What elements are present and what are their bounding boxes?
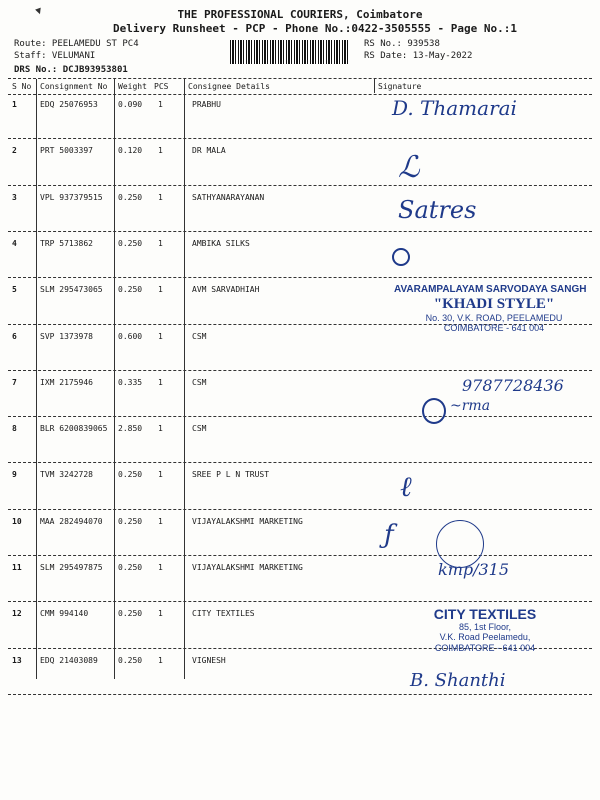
rs-date: RS Date: 13-May-2022 bbox=[364, 51, 473, 61]
signature-10: ƒ bbox=[384, 520, 394, 550]
row-pcs: 1 bbox=[158, 424, 163, 434]
signature-9: ℓ bbox=[400, 470, 412, 503]
row-consignee: CSM bbox=[192, 377, 207, 387]
row-pcs: 1 bbox=[158, 285, 163, 295]
row-pcs: 1 bbox=[158, 516, 163, 526]
row-consignee: AMBIKA SILKS bbox=[192, 238, 250, 248]
row-consignment: EDQ 25076953 bbox=[40, 100, 98, 109]
row-rule bbox=[8, 138, 592, 139]
row-rule bbox=[8, 416, 592, 417]
row-sno: 7 bbox=[12, 377, 17, 387]
row-rule bbox=[8, 462, 592, 463]
row-consignee: AVM SARVADHIAH bbox=[192, 285, 260, 295]
row-sno: 12 bbox=[12, 609, 22, 619]
row-consignee: CITY TEXTILES bbox=[192, 609, 255, 619]
col-weight: Weight bbox=[118, 82, 147, 91]
row-sno: 3 bbox=[12, 192, 17, 202]
row-weight: 0.250 bbox=[118, 563, 143, 572]
row-rule bbox=[8, 185, 592, 186]
row-pcs: 1 bbox=[158, 609, 163, 619]
col-pcs: PCS bbox=[154, 82, 169, 91]
signature-13: B. Shanthi bbox=[410, 670, 506, 691]
row-weight: 0.250 bbox=[118, 192, 143, 202]
row-pcs: 1 bbox=[158, 100, 163, 109]
col-signature: Signature bbox=[378, 82, 422, 91]
row-pcs: 1 bbox=[158, 146, 163, 156]
signature-7: ~rma bbox=[450, 398, 491, 414]
row-consignment: VPL 937379515 bbox=[40, 192, 103, 202]
row-consignee: VIJAYALAKSHMI MARKETING bbox=[192, 563, 303, 572]
row-sno: 11 bbox=[12, 563, 22, 572]
row-consignee: DR MALA bbox=[192, 146, 226, 156]
row-sno: 4 bbox=[12, 238, 17, 248]
route-text: Route: PEELAMEDU ST PC4 bbox=[14, 39, 139, 49]
row-consignment: SLM 295497875 bbox=[40, 563, 103, 572]
row-rule bbox=[8, 231, 592, 232]
signature-4 bbox=[392, 248, 410, 266]
row-consignment: BLR 6200839065 bbox=[40, 424, 108, 434]
row-sno: 13 bbox=[12, 655, 22, 665]
row-sno: 10 bbox=[12, 516, 22, 526]
col-divider bbox=[114, 79, 115, 679]
phone-note: 9787728436 bbox=[462, 376, 564, 395]
row-consignee: VIJAYALAKSHMI MARKETING bbox=[192, 516, 303, 526]
row-weight: 0.250 bbox=[118, 238, 143, 248]
row-consignee: VIGNESH bbox=[192, 655, 226, 665]
row-pcs: 1 bbox=[158, 563, 163, 572]
city-textiles-stamp: CITY TEXTILES 85, 1st Floor, V.K. Road Peelamedu, COIMBATORE - 641 004 bbox=[433, 606, 537, 653]
signature-3: Satres bbox=[398, 196, 477, 224]
row-consignment: SVP 1373978 bbox=[40, 331, 93, 341]
col-consignee: Consignee Details bbox=[188, 82, 270, 91]
row-weight: 0.250 bbox=[118, 655, 143, 665]
row-consignee: CSM bbox=[192, 331, 207, 341]
row-weight: 2.850 bbox=[118, 424, 143, 434]
row-sno: 1 bbox=[12, 100, 17, 109]
rs-number: RS No.: 939538 bbox=[364, 39, 440, 49]
row-pcs: 1 bbox=[158, 331, 163, 341]
row-consignment: MAA 282494070 bbox=[40, 516, 103, 526]
row-rule bbox=[8, 277, 592, 278]
row-weight: 0.120 bbox=[118, 146, 143, 156]
row-consignment: SLM 295473065 bbox=[40, 285, 103, 295]
row-pcs: 1 bbox=[158, 192, 163, 202]
row-rule bbox=[8, 694, 592, 695]
company-title: THE PROFESSIONAL COURIERS, Coimbatore bbox=[177, 8, 423, 21]
header-right bbox=[364, 38, 472, 62]
col-divider bbox=[36, 79, 37, 679]
table-top-rule bbox=[8, 78, 592, 79]
row-rule bbox=[8, 370, 592, 371]
signature-1: D. Thamarai bbox=[392, 96, 517, 120]
row-weight: 0.250 bbox=[118, 516, 143, 526]
col-divider bbox=[374, 79, 375, 93]
khadi-stamp: AVARAMPALAYAM SARVODAYA SANGH "KHADI STYLE" No. 30, V.K. ROAD, PEELAMEDU COIMBATORE - 641 004 bbox=[394, 284, 587, 334]
table-header-rule bbox=[8, 94, 592, 95]
barcode-icon bbox=[230, 40, 350, 64]
col-sno: S No bbox=[12, 82, 32, 91]
row-consignee: SREE P L N TRUST bbox=[192, 470, 270, 480]
row-pcs: 1 bbox=[158, 238, 163, 248]
row-consignment: IXM 2175946 bbox=[40, 377, 93, 387]
runsheet-title: Delivery Runsheet - PCP - Phone No.:0422-3505555 - Page No.:1 bbox=[113, 22, 517, 35]
row-weight: 0.250 bbox=[118, 285, 143, 295]
row-sno: 9 bbox=[12, 470, 17, 480]
row-sno: 8 bbox=[12, 424, 17, 434]
row-pcs: 1 bbox=[158, 655, 163, 665]
row-pcs: 1 bbox=[158, 377, 163, 387]
signature-11: kmp/315 bbox=[438, 560, 510, 579]
row-consignment: CMM 994140 bbox=[40, 609, 89, 619]
signature-2: ℒ bbox=[398, 150, 420, 185]
row-consignment: TRP 5713862 bbox=[40, 238, 93, 248]
row-weight: 0.250 bbox=[118, 470, 143, 480]
row-sno: 6 bbox=[12, 331, 17, 341]
col-divider bbox=[184, 79, 185, 679]
row-weight: 0.335 bbox=[118, 377, 143, 387]
staff-text: Staff: VELUMANI bbox=[14, 51, 96, 61]
header-left bbox=[14, 38, 139, 76]
signature-7-circle bbox=[422, 398, 446, 424]
row-sno: 2 bbox=[12, 146, 17, 156]
row-consignee: CSM bbox=[192, 424, 207, 434]
row-rule bbox=[8, 555, 592, 556]
row-weight: 0.250 bbox=[118, 609, 143, 619]
row-pcs: 1 bbox=[158, 470, 163, 480]
row-consignment: TVM 3242728 bbox=[40, 470, 93, 480]
row-rule bbox=[8, 601, 592, 602]
row-weight: 0.600 bbox=[118, 331, 143, 341]
drs-text: DRS No.: DCJB93953801 bbox=[14, 65, 128, 75]
row-consignee: PRABHU bbox=[192, 100, 221, 109]
row-weight: 0.090 bbox=[118, 100, 143, 109]
corner-mark-icon: ▼ bbox=[34, 5, 44, 18]
row-consignment: EDQ 21403089 bbox=[40, 655, 98, 665]
row-rule bbox=[8, 509, 592, 510]
row-consignee: SATHYANARAYANAN bbox=[192, 192, 265, 202]
row-consignment: PRT 5003397 bbox=[40, 146, 93, 156]
row-sno: 5 bbox=[12, 285, 17, 295]
col-consignment: Consignment No bbox=[40, 82, 108, 91]
